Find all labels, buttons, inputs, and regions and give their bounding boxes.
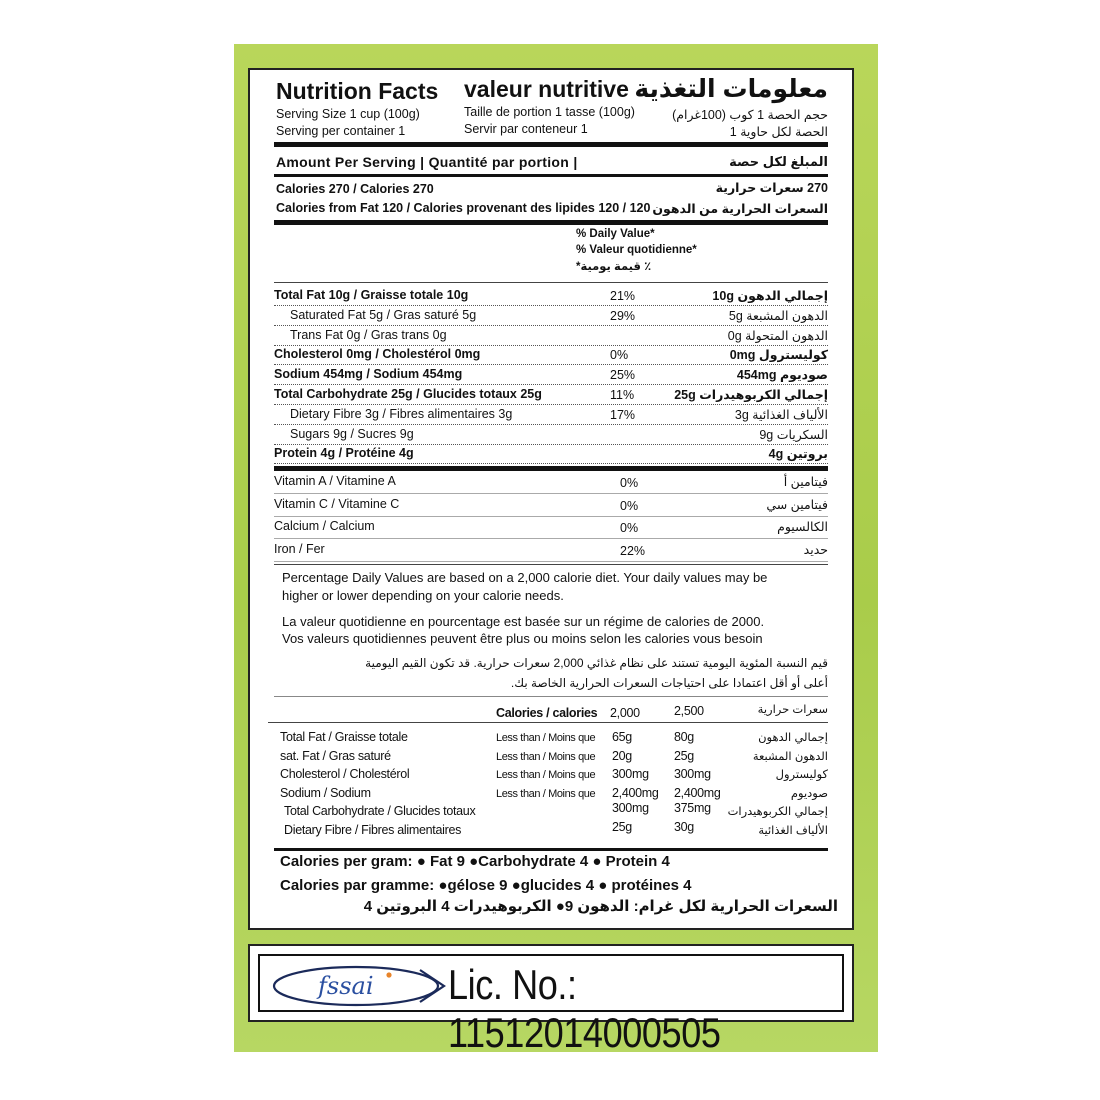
row-divider (274, 384, 828, 385)
vitamin-percent: 22% (620, 543, 646, 558)
row-divider (274, 424, 828, 425)
serving-size-en: Serving Size 1 cup (100g) (276, 107, 420, 121)
ref-row-2000: 300mg (612, 767, 649, 781)
row-divider (274, 364, 828, 365)
title-arabic: معلومات التغذية (634, 75, 828, 103)
daily-value-header-en: % Daily Value* (576, 228, 655, 240)
vitamin-divider (274, 538, 828, 539)
ref-row-label: Dietary Fibre / Fibres alimentaires (284, 822, 462, 837)
nutrient-percent: 11% (610, 388, 635, 402)
nutrient-label: Trans Fat 0g / Gras trans 0g (290, 327, 447, 342)
amount-per-serving: Amount Per Serving | Quantité par portion | (276, 154, 578, 170)
nutrient-label: Total Fat 10g / Graisse totale 10g (274, 288, 469, 302)
divider-medium (274, 174, 828, 177)
calories-from-fat-ar: السعرات الحرارية من الدهون (652, 202, 828, 216)
vitamin-arabic: فيتامين سي (766, 497, 828, 512)
ref-row-label: Total Fat / Graisse totale (280, 730, 408, 744)
ref-row-arabic: إجمالي الكربوهيدرات (727, 806, 828, 818)
vitamin-percent: 0% (620, 521, 639, 535)
calories-line: Calories 270 / Calories 270 (276, 182, 434, 196)
divider-thin (274, 282, 828, 283)
nutrient-percent: 25% (610, 368, 636, 383)
ref-col-2000: 2,000 (610, 706, 640, 720)
nutrient-percent: 0% (610, 348, 629, 363)
vitamin-arabic: فيتامين أ (783, 475, 828, 489)
vitamin-label: Iron / Fer (274, 541, 325, 556)
nutrition-facts-panel (248, 68, 854, 930)
serving-per-en: Serving per container 1 (276, 124, 406, 138)
divider-ref (274, 696, 828, 697)
ref-row-qualifier: Less than / Moins que (496, 769, 596, 781)
vitamin-label: Vitamin A / Vitamine A (274, 474, 396, 488)
ref-row-label: Total Carbohydrate / Glucides totaux (284, 804, 476, 818)
vitamin-divider (274, 493, 828, 494)
ref-row-qualifier: Less than / Moins que (496, 750, 596, 763)
nutrient-arabic: إجمالي الكربوهيدرات 25g (674, 388, 828, 402)
ref-row-arabic: إجمالي الدهون (758, 732, 828, 744)
nutrient-percent: 29% (610, 308, 636, 323)
title-english: Nutrition Facts (276, 78, 439, 104)
ref-row-2000: 25g (612, 819, 632, 834)
row-divider (274, 404, 828, 405)
ref-row-2000: 2,400mg (612, 785, 659, 800)
ref-row-arabic: كوليسترول (775, 769, 828, 781)
ref-row-2500: 375mg (674, 801, 711, 815)
nutrient-label: Saturated Fat 5g / Gras saturé 5g (290, 307, 477, 322)
vitamin-arabic: حديد (803, 542, 828, 557)
row-divider (274, 444, 828, 445)
nutrient-arabic: صوديوم 454mg (736, 368, 828, 383)
nutrient-percent: 17% (610, 407, 636, 422)
nutrient-percent: 21% (610, 289, 636, 303)
ref-row-2000: 300mg (612, 801, 649, 815)
ref-row-qualifier: Less than / Moins que (496, 787, 596, 800)
daily-value-header-fr: % Valeur quotidienne* (576, 244, 697, 256)
footnote-en-2: higher or lower depending on your calorie needs. (282, 588, 564, 603)
ref-row-2000: 20g (612, 748, 632, 763)
footnote-ar-2: أعلى أو أقل اعتمادا على احتياجات السعرات الحرارية الخاصة بك. (510, 676, 828, 690)
footnote-ar-1: قيم النسبة المئوية اليومية تستند على نظام غذائي 2,000 سعرات حرارية. قد تكون القيم اليومية (365, 656, 828, 670)
ref-row-arabic: الألياف الغذائية (758, 824, 828, 837)
serving-per-ar: الحصة لكل حاوية 1 (729, 125, 828, 139)
per-gram-en: Calories per gram: ● Fat 9 ●Carbohydrate 4 ● Protein 4 (280, 853, 670, 870)
nutrient-arabic: بروتين 4g (768, 447, 828, 462)
ref-row-2500: 30g (674, 819, 694, 834)
ref-row-2500: 25g (674, 748, 694, 763)
divider-thick-2 (274, 220, 828, 225)
ref-header-ar: سعرات حرارية (757, 704, 828, 716)
vitamin-divider (274, 516, 828, 517)
row-divider (274, 345, 828, 346)
ref-row-label: Cholesterol / Cholestérol (280, 767, 410, 781)
divider-thick-3 (274, 466, 828, 471)
divider-per-gram (274, 848, 828, 851)
calories-from-fat: Calories from Fat 120 / Calories provenant des lipides 120 / 120 (276, 201, 651, 215)
fssai-logo (270, 964, 448, 1008)
amount-per-serving-ar: المبلغ لكل حصة (729, 154, 828, 169)
ref-row-2500: 300mg (674, 767, 711, 781)
daily-value-header-ar: ٪ قيمة يومية* (576, 261, 652, 273)
nutrient-label: Protein 4g / Protéine 4g (274, 446, 414, 461)
nutrient-arabic: الدهون المشبعة 5g (728, 308, 828, 323)
ref-row-2500: 80g (674, 730, 694, 744)
serving-size-fr: Taille de portion 1 tasse (100g) (464, 105, 635, 119)
divider-footnote (274, 564, 828, 565)
vitamin-label: Vitamin C / Vitamine C (274, 496, 400, 511)
footnote-fr-1: La valeur quotidienne en pourcentage est basée sur un régime de calories de 2000. (282, 614, 765, 629)
license-inner-border (258, 954, 844, 1056)
vitamin-arabic: الكالسيوم (777, 520, 828, 534)
serving-size-ar: حجم الحصة 1 كوب (100غرام) (672, 108, 828, 122)
ref-row-2000: 65g (612, 730, 632, 744)
vitamin-percent: 0% (620, 476, 639, 490)
vitamin-divider (274, 561, 828, 562)
nutrient-arabic: الدهون المتحولة 0g (727, 328, 828, 343)
divider-thick (274, 142, 828, 147)
per-gram-ar: السعرات الحرارية لكل غرام: الدهون 9● الكربوهيدرات 4 البروتين 4 (363, 898, 838, 915)
row-divider (274, 305, 828, 306)
ref-row-arabic: الدهون المشبعة (752, 750, 828, 763)
ref-header-label: Calories / calories (496, 706, 598, 720)
nutrient-label: Total Carbohydrate 25g / Glucides totaux 25g (274, 387, 542, 401)
vitamin-label: Calcium / Calcium (274, 519, 375, 533)
nutrient-arabic: السكريات 9g (759, 427, 828, 442)
nutrient-label: Sugars 9g / Sucres 9g (290, 426, 414, 441)
footnote-fr-2: Vos valeurs quotidiennes peuvent être plus ou moins selon les calories vous besoin (282, 631, 763, 646)
fssai-logo-text: fssai (318, 972, 374, 1000)
serving-per-fr: Servir par conteneur 1 (464, 122, 588, 136)
ref-col-2500: 2,500 (674, 704, 704, 718)
per-gram-fr: Calories par gramme: ●gélose 9 ●glucides 4 ● protéines 4 (280, 877, 692, 894)
calories-line-ar: 270 سعرات حرارية (715, 181, 828, 195)
divider-ref-2 (268, 722, 828, 723)
row-divider (274, 325, 828, 326)
nutrient-arabic: إجمالي الدهون 10g (712, 289, 828, 303)
ref-row-arabic: صوديوم (790, 787, 828, 800)
nutrient-label: Cholesterol 0mg / Cholestérol 0mg (274, 347, 481, 362)
nutrient-label: Sodium 454mg / Sodium 454mg (274, 367, 463, 382)
nutrient-arabic: الألياف الغذائية 3g (734, 407, 828, 422)
nutrient-arabic: كوليسترول 0mg (729, 348, 828, 363)
footnote-en-1: Percentage Daily Values are based on a 2,000 calorie diet. Your daily values may be (282, 570, 768, 585)
ref-row-2500: 2,400mg (674, 785, 721, 800)
license-number: Lic. No.: 11512014000505 (448, 961, 721, 1056)
ref-row-label: sat. Fat / Gras saturé (280, 748, 391, 763)
vitamin-percent: 0% (620, 498, 639, 513)
ref-row-qualifier: Less than / Moins que (496, 732, 596, 744)
row-divider (274, 463, 828, 464)
title-french: valeur nutritive (464, 76, 629, 102)
ref-row-label: Sodium / Sodium (280, 785, 371, 800)
nutrient-label: Dietary Fibre 3g / Fibres alimentaires 3g (290, 406, 513, 421)
license-box (248, 944, 854, 1056)
